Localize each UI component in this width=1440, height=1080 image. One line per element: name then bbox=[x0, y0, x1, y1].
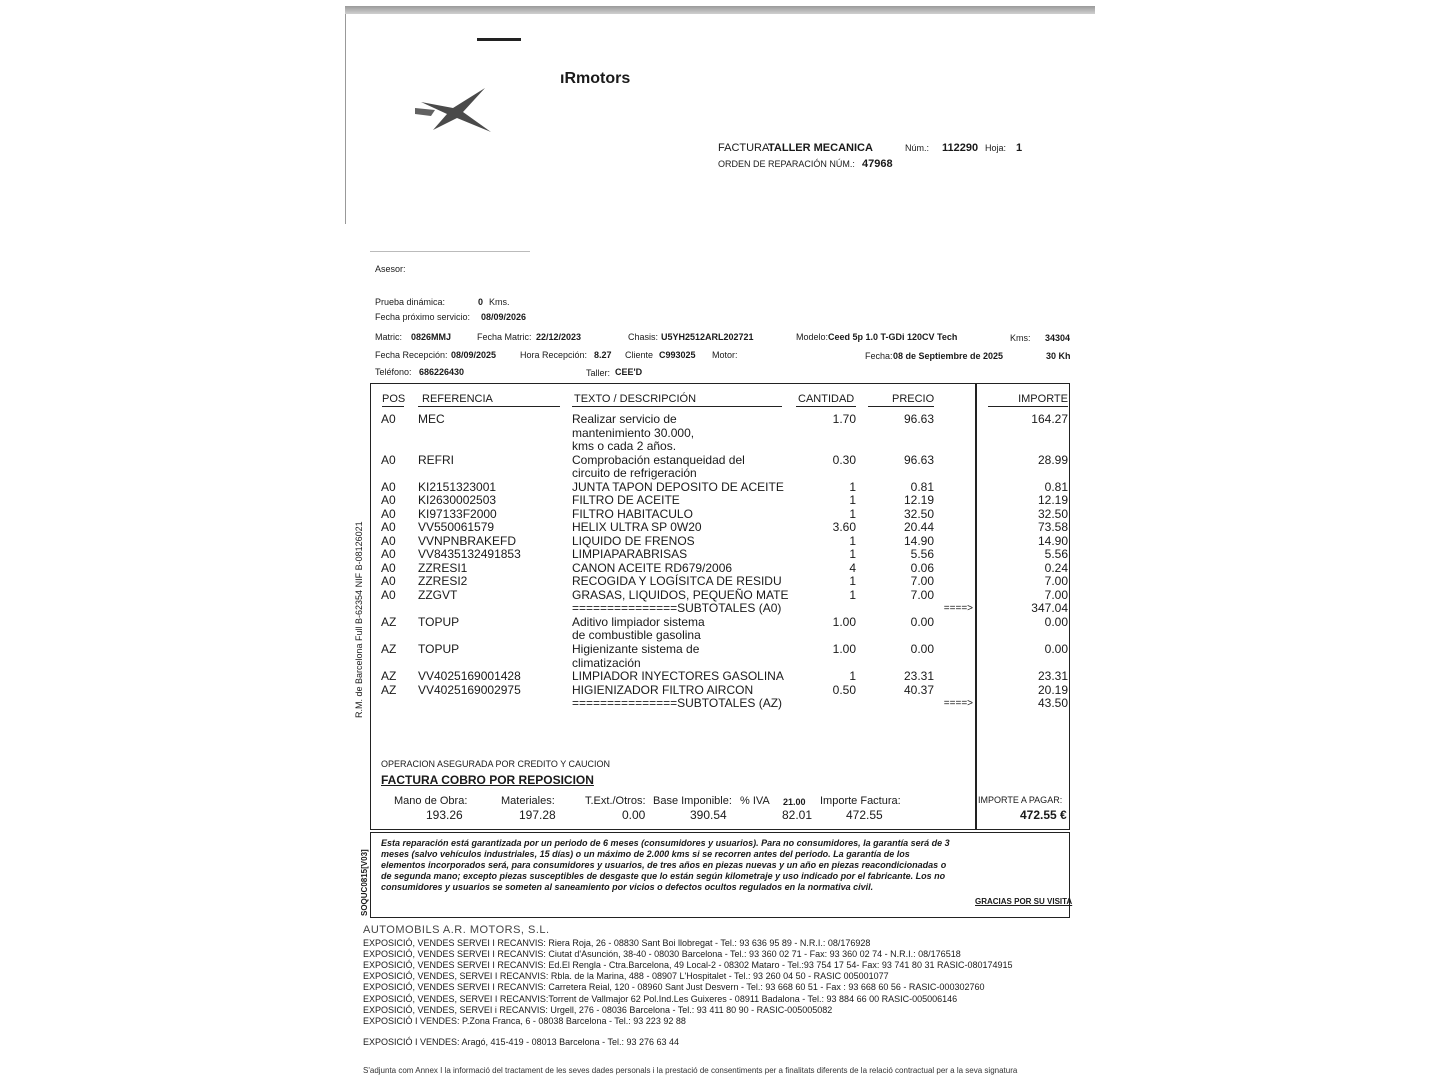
table-cell-pos: A0 bbox=[381, 452, 396, 467]
table-cell-imp: 0.81 bbox=[1044, 479, 1068, 494]
taller-label: Taller: bbox=[586, 368, 611, 378]
fecha-value: 08 de Septiembre de 2025 bbox=[893, 351, 1004, 361]
table-cell-pre: 5.56 bbox=[910, 547, 934, 562]
matric-value: 0826MMJ bbox=[411, 332, 452, 342]
table-cell-imp: 14.90 bbox=[1037, 533, 1068, 548]
iva-percent: 21.00 bbox=[783, 797, 806, 807]
table-cell-qty: 3.60 bbox=[832, 520, 856, 535]
table-cell-imp: 5.56 bbox=[1044, 547, 1068, 562]
table-cell-ref: VVNPNBRAKEFD bbox=[418, 533, 517, 548]
table-cell-txt: climatización bbox=[572, 655, 641, 670]
company-logo-icon bbox=[413, 82, 495, 134]
table-cell-pos: A0 bbox=[381, 547, 396, 562]
table-cell-ref: VV4025169001428 bbox=[418, 669, 521, 684]
table-cell-txt: CANON ACEITE RD679/2006 bbox=[572, 560, 733, 575]
factura-value: TALLER MECANICA bbox=[768, 142, 873, 154]
fecha-label: Fecha: bbox=[865, 351, 893, 361]
cliente-value: C993025 bbox=[659, 350, 696, 360]
table-cell-imp: 20.19 bbox=[1037, 682, 1068, 697]
table-cell-pre: 0.81 bbox=[910, 479, 934, 494]
motor-label: Motor: bbox=[712, 350, 738, 360]
table-cell-qty: 1 bbox=[849, 587, 856, 602]
table-cell-pos: A0 bbox=[381, 533, 396, 548]
table-cell-txt: HIGIENIZADOR FILTRO AIRCON bbox=[572, 682, 754, 697]
table-cell-pre: 96.63 bbox=[903, 452, 934, 467]
table-cell-txt: mantenimiento 30.000, bbox=[572, 425, 695, 440]
footer-line: EXPOSICIÓ, VENDES, SERVEI I RECANVIS:Torrent de Vallmajor 62 Pol.Ind.Les Guixeres - 08911 Badalona - Tel.: 93 884 66 00 RASIC-005006146 bbox=[363, 993, 958, 1004]
table-cell-imp: 12.19 bbox=[1037, 493, 1068, 508]
num-label: Núm.: bbox=[905, 143, 930, 153]
table-cell-txt: FILTRO HABITACULO bbox=[572, 506, 693, 521]
table-cell-pre: 7.00 bbox=[910, 587, 934, 602]
table-cell-qty: 1.70 bbox=[832, 412, 856, 426]
prueba-value: 0 bbox=[478, 297, 484, 307]
table-cell-pre: 12.19 bbox=[903, 493, 934, 508]
table-cell-ref: MEC bbox=[418, 412, 445, 426]
scan-left-edge bbox=[345, 14, 346, 224]
chasis-value: U5YH2512ARL202721 bbox=[661, 332, 754, 342]
table-cell-pre: 14.90 bbox=[903, 533, 934, 548]
table-divider bbox=[975, 383, 977, 830]
table-cell-ref: KI2630002503 bbox=[418, 493, 497, 508]
table-cell-ref: VV4025169002975 bbox=[418, 682, 521, 697]
table-cell-txt: FILTRO DE ACEITE bbox=[572, 493, 680, 508]
company-brand: ıRmotors bbox=[560, 70, 631, 87]
text-otros-value: 0.00 bbox=[622, 808, 646, 822]
header-cantidad: CANTIDAD bbox=[798, 393, 855, 405]
gracias-note: GRACIAS POR SU VISITA bbox=[975, 897, 1073, 906]
table-cell-qty: 1 bbox=[849, 669, 856, 684]
scan-line bbox=[370, 251, 530, 252]
scan-top-edge bbox=[345, 6, 1095, 14]
modelo-value: Ceed 5p 1.0 T-GDi 120CV Tech bbox=[828, 332, 958, 342]
table-cell-ref: REFRI bbox=[418, 452, 454, 467]
table-cell-ref: VV550061579 bbox=[418, 520, 495, 535]
table-cell-txt: Higienizante sistema de bbox=[572, 642, 700, 656]
matric-label: Matric: bbox=[375, 332, 402, 342]
iva-value: 82.01 bbox=[782, 808, 813, 822]
table-cell-txt: LIQUIDO DE FRENOS bbox=[572, 533, 695, 548]
footer-annex: S'adjunta com Annex I la informació del tractament de les seves dades personals i la prestació de consentiments per a finalitats diferents de la relació contractual per a la seva signatura bbox=[363, 1066, 1018, 1075]
table-cell-pre: ====> bbox=[943, 603, 973, 615]
hoja-label: Hoja: bbox=[985, 143, 1007, 153]
taller-value: CEE'D bbox=[615, 367, 643, 377]
table-cell-imp: 32.50 bbox=[1037, 506, 1068, 521]
kms-label: Kms: bbox=[1010, 333, 1031, 343]
table-cell-imp: 7.00 bbox=[1044, 587, 1068, 602]
chasis-label: Chasis: bbox=[628, 332, 659, 342]
table-cell-txt: ===============SUBTOTALES (AZ) bbox=[572, 696, 783, 711]
table-cell-txt: Comprobación estanqueidad del bbox=[572, 452, 745, 467]
table-cell-ref: ZZGVT bbox=[418, 587, 458, 602]
footer-arago: EXPOSICIÓ I VENDES: Aragó, 415-419 - 08013 Barcelona - Tel.: 93 276 63 44 bbox=[363, 1037, 680, 1047]
table-cell-ref: TOPUP bbox=[418, 614, 460, 629]
importe-pagar-value: 472.55 € bbox=[1020, 808, 1067, 822]
table-cell-imp: 7.00 bbox=[1044, 574, 1068, 589]
table-cell-txt: RECOGIDA Y LOGÍSITCA DE RESIDU bbox=[572, 574, 782, 589]
cliente-label: Cliente bbox=[625, 350, 654, 360]
footer-line: EXPOSICIÓ, VENDES, SERVEI I RECANVIS: Rbla. de la Marina, 488 - 08907 L'Hospitalet - Tel.: 93 260 04 50 - RASIC 005001077 bbox=[363, 971, 889, 982]
table-cell-pos: A0 bbox=[381, 520, 396, 535]
footer-line: EXPOSICIÓ, VENDES SERVEI I RECANVIS: Carretera Reial, 120 - 08960 Sant Just Desvern - Tel.: 93 668 60 51 - Fax : 93 668 60 56 - RASIC-000302760 bbox=[363, 982, 985, 993]
table-cell-ref: VV8435132491853 bbox=[418, 547, 521, 562]
importe-pagar-label: IMPORTE A PAGAR: bbox=[978, 795, 1063, 805]
table-cell-pre: 7.00 bbox=[910, 574, 934, 589]
table-cell-pos: A0 bbox=[381, 493, 396, 508]
table-cell-imp: 28.99 bbox=[1037, 452, 1068, 467]
factura-label: FACTURA: bbox=[718, 142, 773, 154]
table-cell-pos: A0 bbox=[381, 506, 396, 521]
table-cell-qty: 1.00 bbox=[832, 642, 856, 656]
table-cell-ref: ZZRESI1 bbox=[418, 560, 468, 575]
table-cell-imp: 164.27 bbox=[1031, 412, 1068, 426]
table-cell-imp: 73.58 bbox=[1037, 520, 1068, 535]
table-cell-pre: 32.50 bbox=[903, 506, 934, 521]
prueba-label: Prueba dinámica: bbox=[375, 297, 446, 307]
table-cell-txt: GRASAS, LIQUIDOS, PEQUEÑO MATE bbox=[572, 587, 789, 602]
table-cell-txt: JUNTA TAPON DEPOSITO DE ACEITE bbox=[572, 479, 784, 494]
proximo-value: 08/09/2026 bbox=[481, 312, 527, 322]
importe-factura-label: Importe Factura: bbox=[820, 795, 901, 807]
header-pos: POS bbox=[382, 393, 406, 405]
table-cell-pos: A0 bbox=[381, 479, 396, 494]
table-cell-pre: 0.00 bbox=[910, 642, 934, 656]
table-cell-ref: ZZRESI2 bbox=[418, 574, 468, 589]
table-cell-qty: 1 bbox=[849, 547, 856, 562]
table-cell-imp: 0.00 bbox=[1044, 642, 1068, 656]
table-cell-qty: 0.50 bbox=[832, 682, 856, 697]
hora-value: 8.27 bbox=[594, 350, 612, 360]
table-cell-pre: 23.31 bbox=[903, 669, 934, 684]
table-cell-ref: TOPUP bbox=[418, 642, 460, 656]
table-cell-imp: 43.50 bbox=[1037, 696, 1068, 711]
telefono-label: Teléfono: bbox=[375, 367, 412, 377]
header-precio: PRECIO bbox=[868, 393, 934, 407]
table-cell-txt: HELIX ULTRA SP 0W20 bbox=[572, 520, 702, 535]
materiales-value: 197.28 bbox=[519, 808, 556, 822]
footer-line: EXPOSICIÓ I VENDES: P.Zona Franca, 6 - 08038 Barcelona - Tel.: 93 223 92 88 bbox=[363, 1015, 686, 1026]
registry-text: R.M. de Barcelona Full B-62354 NIF B-08126021 bbox=[354, 521, 364, 718]
hoja-value: 1 bbox=[1016, 142, 1023, 154]
footer-line: EXPOSICIÓ, VENDES SERVEI I RECANVIS: Riera Roja, 26 - 08830 Sant Boi llobregat - Tel.: 93 636 95 89 - N.R.I.: 08/176928 bbox=[363, 938, 871, 948]
table-cell-pre: ====> bbox=[943, 698, 973, 710]
table-cell-ref: KI97133F2000 bbox=[418, 506, 497, 521]
company-legal-name: AUTOMOBILS A.R. MOTORS, S.L. bbox=[363, 924, 550, 936]
hora-label: Hora Recepción: bbox=[520, 350, 588, 360]
proximo-label: Fecha próximo servicio: bbox=[375, 312, 471, 322]
table-cell-imp: 0.00 bbox=[1044, 614, 1068, 629]
header-texto: TEXTO / DESCRIPCIÓN bbox=[572, 393, 782, 407]
fecha-matric-label: Fecha Matric: bbox=[477, 332, 532, 342]
table-cell-txt: circuito de refrigeración bbox=[572, 466, 697, 481]
materiales-label: Materiales: bbox=[501, 795, 555, 807]
table-cell-qty: 0.30 bbox=[832, 452, 856, 467]
footer-line: EXPOSICIÓ, VENDES, SERVEI i RECANVIS: Urgell, 276 - 08036 Barcelona - Tel.: 93 411 80 90 - RASIC-005005082 bbox=[363, 1004, 833, 1015]
prueba-unit: Kms. bbox=[489, 297, 510, 307]
table-cell-qty: 1 bbox=[849, 479, 856, 494]
table-cell-pre: 40.37 bbox=[903, 682, 934, 697]
footer-line: EXPOSICIÓ, VENDES SERVEI I RECANVIS: Ed.El Rengla - Ctra.Barcelona, 49 Local-2 - 08302 Mataro - Tel.:93 754 17 54- Fax: 93 741 80 31 RASIC-080174915 bbox=[363, 960, 1013, 971]
horas-value: 30 Kh bbox=[1046, 351, 1071, 361]
table-cell-pos: AZ bbox=[381, 669, 397, 684]
header-referencia: REFERENCIA bbox=[418, 393, 560, 407]
table-cell-pos: AZ bbox=[381, 682, 397, 697]
table-cell-imp: 23.31 bbox=[1037, 669, 1068, 684]
table-cell-pos: A0 bbox=[381, 574, 396, 589]
table-cell-pos: A0 bbox=[381, 560, 396, 575]
table-cell-txt: Realizar servicio de bbox=[572, 412, 677, 426]
table-cell-pos: AZ bbox=[381, 614, 397, 629]
table-cell-imp: 0.24 bbox=[1044, 560, 1068, 575]
importe-factura-value: 472.55 bbox=[846, 808, 883, 822]
table-cell-txt: ===============SUBTOTALES (A0) bbox=[572, 601, 782, 616]
num-value: 112290 bbox=[942, 142, 979, 154]
orden-label: ORDEN DE REPARACIÓN NÚM.: bbox=[718, 159, 855, 169]
warranty-text: Esta reparación está garantizada por un periodo de 6 meses (consumidores y usuarios). Para no consumidores, la garantía será de 3 meses (salvo vehículos industriales, 15 días) o un máximo de 2.000 kms si se recorren antes del periodo. La garantía de los elementos incorporados será, para consumidores y usuarios, de tres años en piezas nuevas y un año en piezas reacondicionadas o de segunda mano; excepto piezas susceptibles de desgaste que lo están según kilometraje y uso indicado por el fabricante. Los no consumidores y usuarios se someten al saneamiento por vicios o defectos ocultos regulados en la normativa civil. bbox=[381, 838, 950, 892]
table-cell-pre: 96.63 bbox=[903, 412, 934, 426]
base-value: 390.54 bbox=[690, 808, 727, 822]
table-cell-qty: 1 bbox=[849, 506, 856, 521]
header-importe: IMPORTE bbox=[988, 393, 1068, 407]
modelo-label: Modelo: bbox=[796, 332, 829, 342]
table-cell-qty: 1 bbox=[849, 533, 856, 548]
table-cell-ref: KI2151323001 bbox=[418, 479, 497, 494]
form-code: SOQUC0815[V03] bbox=[360, 849, 369, 916]
cobro-note: FACTURA COBRO POR REPOSICION bbox=[381, 773, 594, 787]
text-otros-label: T.Ext./Otros: bbox=[585, 795, 646, 807]
asegurada-note: OPERACION ASEGURADA POR CREDITO Y CAUCION bbox=[381, 759, 611, 769]
asesor-label: Asesor: bbox=[375, 264, 406, 274]
table-cell-pre: 0.00 bbox=[910, 614, 934, 629]
table-cell-pos: A0 bbox=[381, 412, 396, 426]
fecha-matric-value: 22/12/2023 bbox=[536, 332, 582, 342]
table-cell-imp: 347.04 bbox=[1031, 601, 1068, 616]
mano-label: Mano de Obra: bbox=[394, 795, 468, 807]
kms-value: 34304 bbox=[1045, 333, 1071, 343]
table-cell-txt: de combustible gasolina bbox=[572, 628, 701, 643]
table-cell-pre: 20.44 bbox=[903, 520, 934, 535]
table-cell-pre: 0.06 bbox=[910, 560, 934, 575]
recepcion-value: 08/09/2025 bbox=[451, 350, 497, 360]
table-cell-qty: 4 bbox=[849, 560, 856, 575]
orden-value: 47968 bbox=[862, 158, 893, 170]
table-cell-txt: LIMPIADOR INYECTORES GASOLINA bbox=[572, 669, 784, 684]
table-cell-txt: Aditivo limpiador sistema bbox=[572, 614, 705, 629]
table-cell-pos: AZ bbox=[381, 642, 397, 656]
table-cell-pos: A0 bbox=[381, 587, 396, 602]
table-cell-qty: 1.00 bbox=[832, 614, 856, 629]
iva-label: % IVA bbox=[740, 795, 770, 807]
table-cell-txt: kms o cada 2 años. bbox=[572, 439, 677, 454]
recepcion-label: Fecha Recepción: bbox=[375, 350, 448, 360]
table-cell-qty: 1 bbox=[849, 574, 856, 589]
base-label: Base Imponible: bbox=[653, 795, 732, 807]
footer-line: EXPOSICIÓ, VENDES SERVEI I RECANVIS: Ciutat d'Asunción, 38-40 - 08030 Barcelona - Tel.: 93 360 02 71 - Fax: 93 360 02 74 - N.R.I.: 08/176518 bbox=[363, 949, 961, 960]
table-cell-qty: 1 bbox=[849, 493, 856, 508]
telefono-value: 686226430 bbox=[419, 367, 465, 377]
table-cell-txt: LIMPIAPARABRISAS bbox=[572, 547, 688, 562]
scan-mark bbox=[477, 38, 521, 41]
mano-value: 193.26 bbox=[426, 808, 463, 822]
